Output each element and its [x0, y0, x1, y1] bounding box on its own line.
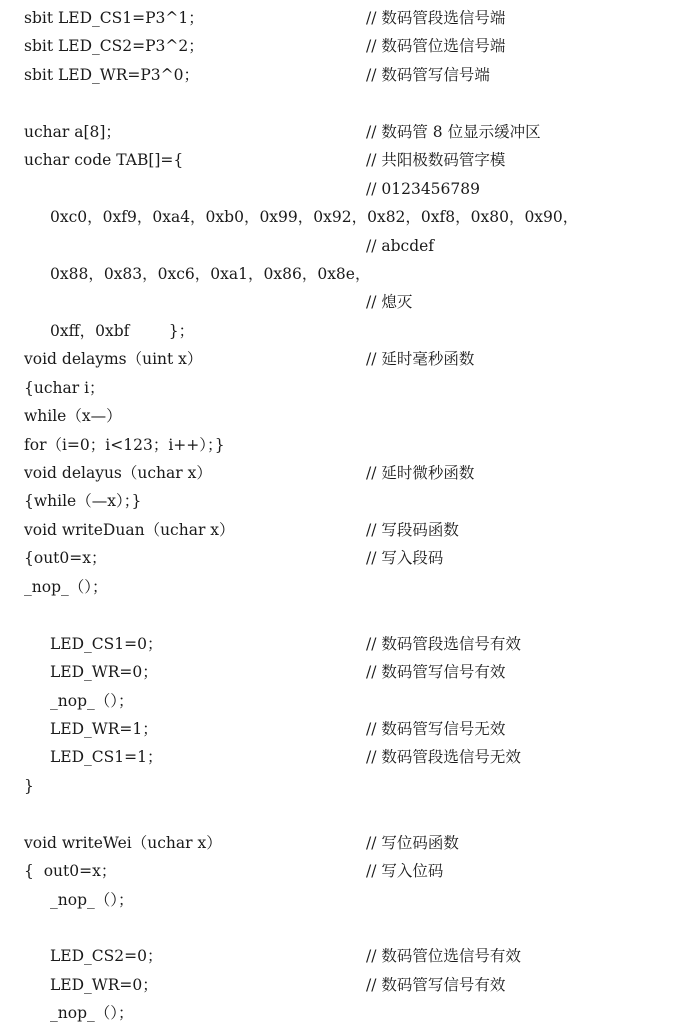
code-comment: // 数码管位选信号端	[366, 37, 506, 56]
code-text: LED_CS2=0；	[50, 947, 163, 966]
code-text: LED_CS1=0；	[50, 634, 163, 653]
code-line	[0, 317, 692, 345]
code-text: }	[24, 776, 34, 795]
code-text: { out0=x；	[24, 862, 117, 881]
code-text: sbit LED_CS2=P3^2；	[24, 37, 204, 56]
code-line	[0, 4, 692, 32]
code-text: LED_CS1=1；	[50, 748, 163, 767]
code-line	[0, 61, 692, 89]
code-line	[0, 32, 692, 60]
code-text: _nop_（）；	[50, 1004, 134, 1023]
code-line	[0, 203, 692, 231]
code-line	[0, 345, 692, 373]
code-comment: // 数码管位选信号有效	[366, 947, 521, 966]
code-comment: // 数码管段选信号无效	[366, 748, 521, 767]
code-line	[0, 999, 692, 1027]
code-text: _nop_（）；	[24, 577, 108, 596]
code-text: {out0=x；	[24, 549, 107, 568]
blank-line	[0, 914, 692, 942]
code-comment: // 写入段码	[366, 549, 444, 568]
code-line	[0, 374, 692, 402]
code-line	[0, 743, 692, 771]
code-text: void writeWei（uchar x）	[24, 833, 222, 852]
code-line	[0, 288, 692, 316]
code-comment: // 数码管写信号端	[366, 65, 490, 84]
code-text: 0xc0，0xf9，0xa4，0xb0，0x99，0x92，0x82，0xf8，0x80，0x90，	[50, 208, 579, 227]
code-line	[0, 260, 692, 288]
code-line	[0, 942, 692, 970]
code-comment: // 0123456789	[366, 179, 480, 198]
code-text: while（x—）	[24, 407, 122, 426]
blank-line	[0, 601, 692, 629]
code-text: LED_WR=1；	[50, 719, 158, 738]
code-line	[0, 544, 692, 572]
code-line	[0, 516, 692, 544]
code-text: _nop_（）；	[50, 890, 134, 909]
code-text: for（i=0；i<123；i++）；}	[24, 435, 225, 454]
blank-line	[0, 89, 692, 117]
code-text: LED_WR=0；	[50, 663, 158, 682]
code-comment: // 数码管段选信号有效	[366, 634, 521, 653]
code-line	[0, 715, 692, 743]
code-line	[0, 459, 692, 487]
code-line	[0, 857, 692, 885]
code-line	[0, 175, 692, 203]
code-text: void writeDuan（uchar x）	[24, 520, 235, 539]
code-line	[0, 146, 692, 174]
code-comment: // abcdef	[366, 236, 435, 255]
code-text: uchar code TAB[]={	[24, 151, 184, 170]
code-comment: // 写位码函数	[366, 833, 459, 852]
code-comment: // 数码管 8 位显示缓冲区	[366, 122, 541, 141]
code-comment: // 数码管写信号有效	[366, 663, 506, 682]
code-text: LED_WR=0；	[50, 975, 158, 994]
code-line	[0, 118, 692, 146]
code-text: {while（—x）；}	[24, 492, 142, 511]
code-line	[0, 630, 692, 658]
code-line	[0, 772, 692, 800]
code-line	[0, 232, 692, 260]
code-line	[0, 971, 692, 999]
code-text: void delayms（uint x）	[24, 350, 203, 369]
code-text: sbit LED_WR=P3^0；	[24, 65, 200, 84]
code-comment: // 延时毫秒函数	[366, 350, 475, 369]
code-comment: // 共阳极数码管字模	[366, 151, 506, 170]
code-line	[0, 402, 692, 430]
code-comment: // 数码管段选信号端	[366, 9, 506, 27]
code-text: _nop_（）；	[50, 691, 134, 710]
code-line	[0, 829, 692, 857]
code-line	[0, 573, 692, 601]
code-comment: // 数码管写信号无效	[366, 719, 506, 738]
code-comment: // 延时微秒函数	[366, 464, 475, 482]
code-comment: // 写段码函数	[366, 520, 459, 539]
code-text: 0xff，0xbf }；	[50, 321, 195, 340]
code-comment: // 熄灭	[366, 293, 413, 312]
code-text: uchar a[8]；	[24, 122, 121, 141]
code-line	[0, 687, 692, 715]
code-text: {uchar i；	[24, 378, 105, 397]
code-line	[0, 431, 692, 459]
code-text: sbit LED_CS1=P3^1；	[24, 9, 204, 27]
code-comment: // 写入位码	[366, 862, 444, 881]
code-line	[0, 658, 692, 686]
code-line	[0, 487, 692, 515]
code-line	[0, 886, 692, 914]
code-comment: // 数码管写信号有效	[366, 975, 506, 994]
code-text: void delayus（uchar x）	[24, 464, 212, 482]
code-text: 0x88，0x83，0xc6，0xa1，0x86，0x8e，	[50, 264, 371, 283]
blank-line	[0, 800, 692, 828]
code-listing	[0, 4, 692, 1028]
